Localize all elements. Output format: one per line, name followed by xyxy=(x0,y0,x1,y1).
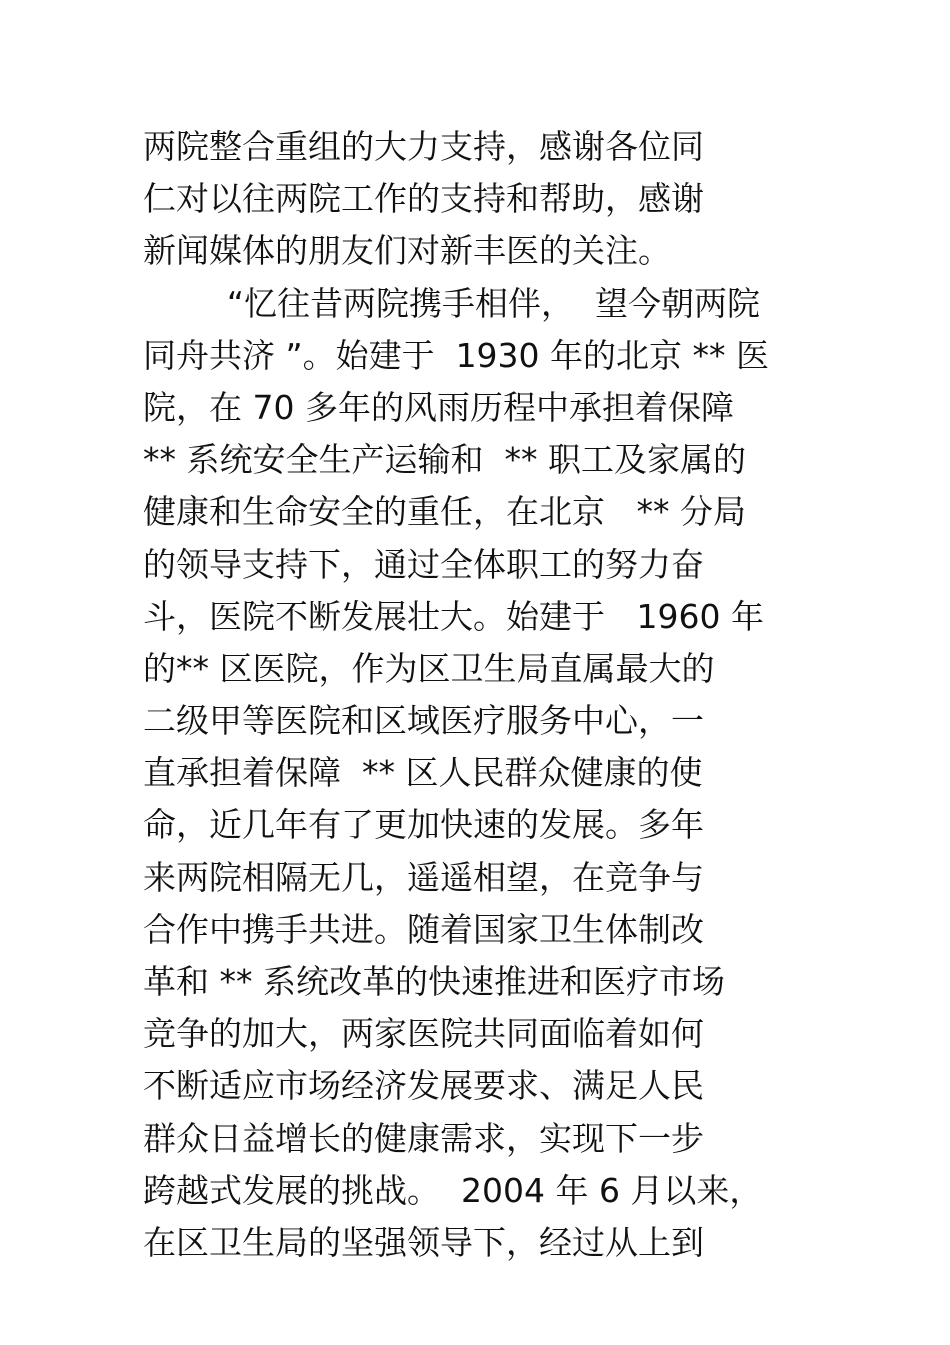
text-line: 同舟共济 ”。始建于 1930 年的北京 ** 医 xyxy=(143,335,770,375)
text-line: 不断适应市场经济发展要求、满足人民 xyxy=(143,1066,704,1106)
text-line: 群众日益增长的健康需求，实现下一步 xyxy=(143,1118,704,1158)
text-line: 院，在 70 多年的风雨历程中承担着保障 xyxy=(143,387,734,427)
text-line: 命，近几年有了更加快速的发展。多年 xyxy=(143,805,704,845)
text-line: 两院整合重组的大力支持，感谢各位同 xyxy=(143,127,704,166)
text-line: 健康和生命安全的重任，在北京 ** 分局 xyxy=(143,492,746,532)
text-line: 革和 ** 系统改革的快速推进和医疗市场 xyxy=(143,962,725,1001)
text-line: 在区卫生局的坚强领导下，经过从上到 xyxy=(143,1222,704,1262)
text-line: 斗，医院不断发展壮大。始建于 1960 年 xyxy=(143,596,764,636)
text-line: 新闻媒体的朋友们对新丰医的关注。 xyxy=(143,231,671,271)
text-line: 来两院相隔无几，遥遥相望，在竞争与 xyxy=(143,857,704,897)
text-line: 二级甲等医院和区域医疗服务中心，一 xyxy=(143,701,704,741)
text-line: 的领导支持下，通过全体职工的努力奋 xyxy=(143,544,704,584)
text-line: 仁对以往两院工作的支持和帮助，感谢 xyxy=(143,179,704,219)
text-line: 直承担着保障 ** 区人民群众健康的使 xyxy=(143,753,703,793)
text-line: 竞争的加大，两家医院共同面临着如何 xyxy=(143,1014,704,1054)
text-line: “忆往昔两院携手相伴， 望今朝两院 xyxy=(143,283,760,323)
text-line: 的** 区医院，作为区卫生局直属最大的 xyxy=(143,648,715,688)
text-line: 跨越式发展的挑战。 2004 年 6 月以来， xyxy=(143,1170,763,1210)
body-text xyxy=(143,121,823,1269)
text-line: 合作中携手共进。随着国家卫生体制改 xyxy=(143,909,704,949)
text-line: ** 系统安全生产运输和 ** 职工及家属的 xyxy=(143,440,746,480)
